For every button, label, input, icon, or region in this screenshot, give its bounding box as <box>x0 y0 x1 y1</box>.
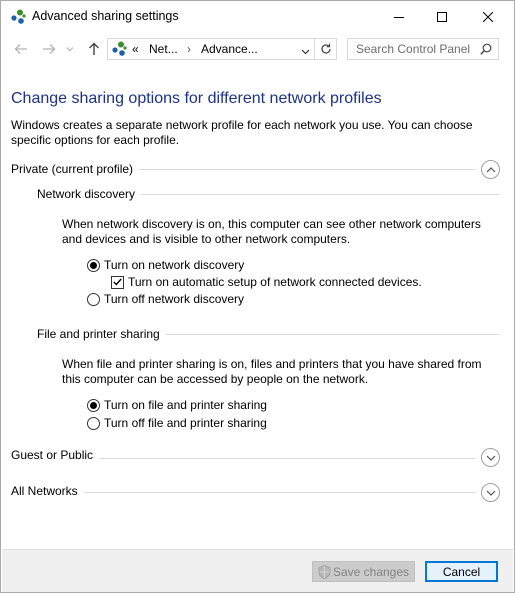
radio-button-selected[interactable] <box>87 399 100 412</box>
all-networks-profile-header[interactable]: All Networks <box>11 484 84 498</box>
file-printer-sharing-description: When file and printer sharing is on, files and printers that you have shared from this computer can be accessed by people on the network. <box>62 357 482 386</box>
chevron-down-icon <box>486 455 496 461</box>
radio-button[interactable] <box>87 293 100 306</box>
auto-setup-label[interactable]: Turn on automatic setup of network connected devices. <box>128 275 422 289</box>
maximize-button[interactable] <box>419 1 465 32</box>
private-profile-header[interactable]: Private (current profile) <box>11 162 139 176</box>
auto-setup-option[interactable] <box>111 275 422 289</box>
network-discovery-description: When network discovery is on, this computer can see other network computers and devices and is visible to other network computers. <box>62 217 481 246</box>
turn-on-network-discovery-label[interactable]: Turn on network discovery <box>104 258 245 272</box>
forward-button[interactable] <box>39 38 59 60</box>
turn-on-network-discovery-option[interactable] <box>87 258 244 272</box>
turn-off-network-discovery-label[interactable]: Turn off network discovery <box>104 292 245 306</box>
page-title: Change sharing options for different network profiles <box>11 90 382 107</box>
search-icon[interactable] <box>480 43 492 58</box>
footer-bar <box>2 549 513 592</box>
page-description: Windows creates a separate network profile for each network you use. You can choose specific options for each profile. <box>11 118 473 147</box>
turn-on-file-sharing-label[interactable]: Turn on file and printer sharing <box>104 398 267 412</box>
breadcrumb-network[interactable]: Net... <box>149 42 178 56</box>
save-changes-label: Save changes <box>332 564 410 579</box>
title-bar <box>1 1 514 32</box>
chevron-down-icon <box>66 46 74 52</box>
close-button[interactable] <box>465 1 511 32</box>
back-button[interactable] <box>11 38 31 60</box>
refresh-icon <box>320 43 332 55</box>
uac-shield-icon <box>318 565 331 579</box>
minimize-button[interactable] <box>376 1 422 32</box>
network-sharing-icon <box>10 9 26 25</box>
recent-locations-button[interactable] <box>63 38 77 60</box>
navigation-bar <box>1 34 514 64</box>
chevron-down-icon <box>486 490 496 496</box>
network-sharing-icon <box>111 41 127 60</box>
save-changes-button[interactable] <box>312 561 415 582</box>
breadcrumb-separator: › <box>187 42 191 56</box>
breadcrumb-advanced[interactable]: Advance... <box>201 42 258 56</box>
cancel-button[interactable] <box>425 561 498 582</box>
arrow-up-icon <box>88 42 100 56</box>
arrow-left-icon <box>14 43 28 55</box>
expand-guest-public-button[interactable] <box>481 448 500 467</box>
window-title: Advanced sharing settings <box>32 9 179 23</box>
turn-off-file-sharing-label[interactable]: Turn off file and printer sharing <box>104 416 267 430</box>
refresh-button[interactable] <box>315 38 337 60</box>
cancel-label: Cancel <box>442 564 481 579</box>
turn-off-file-sharing-option[interactable] <box>87 416 267 430</box>
chevron-down-icon[interactable] <box>301 44 310 58</box>
guest-public-profile-header[interactable]: Guest or Public <box>11 448 99 462</box>
expand-all-networks-button[interactable] <box>481 483 500 502</box>
radio-button[interactable] <box>87 417 100 430</box>
up-button[interactable] <box>84 38 104 60</box>
checkmark-icon <box>113 278 122 286</box>
collapse-private-button[interactable] <box>481 160 500 179</box>
checkbox-checked[interactable] <box>111 276 124 289</box>
search-box[interactable] <box>347 38 499 60</box>
breadcrumb-overflow[interactable]: « <box>132 42 139 56</box>
arrow-right-icon <box>42 43 56 55</box>
file-printer-sharing-title: File and printer sharing <box>37 327 166 341</box>
network-discovery-title: Network discovery <box>37 187 141 201</box>
chevron-up-icon <box>486 167 496 173</box>
turn-off-network-discovery-option[interactable] <box>87 292 244 306</box>
address-bar[interactable] <box>107 38 315 60</box>
search-placeholder: Search Control Panel <box>356 42 471 56</box>
radio-button-selected[interactable] <box>87 259 100 272</box>
turn-on-file-sharing-option[interactable] <box>87 398 267 412</box>
